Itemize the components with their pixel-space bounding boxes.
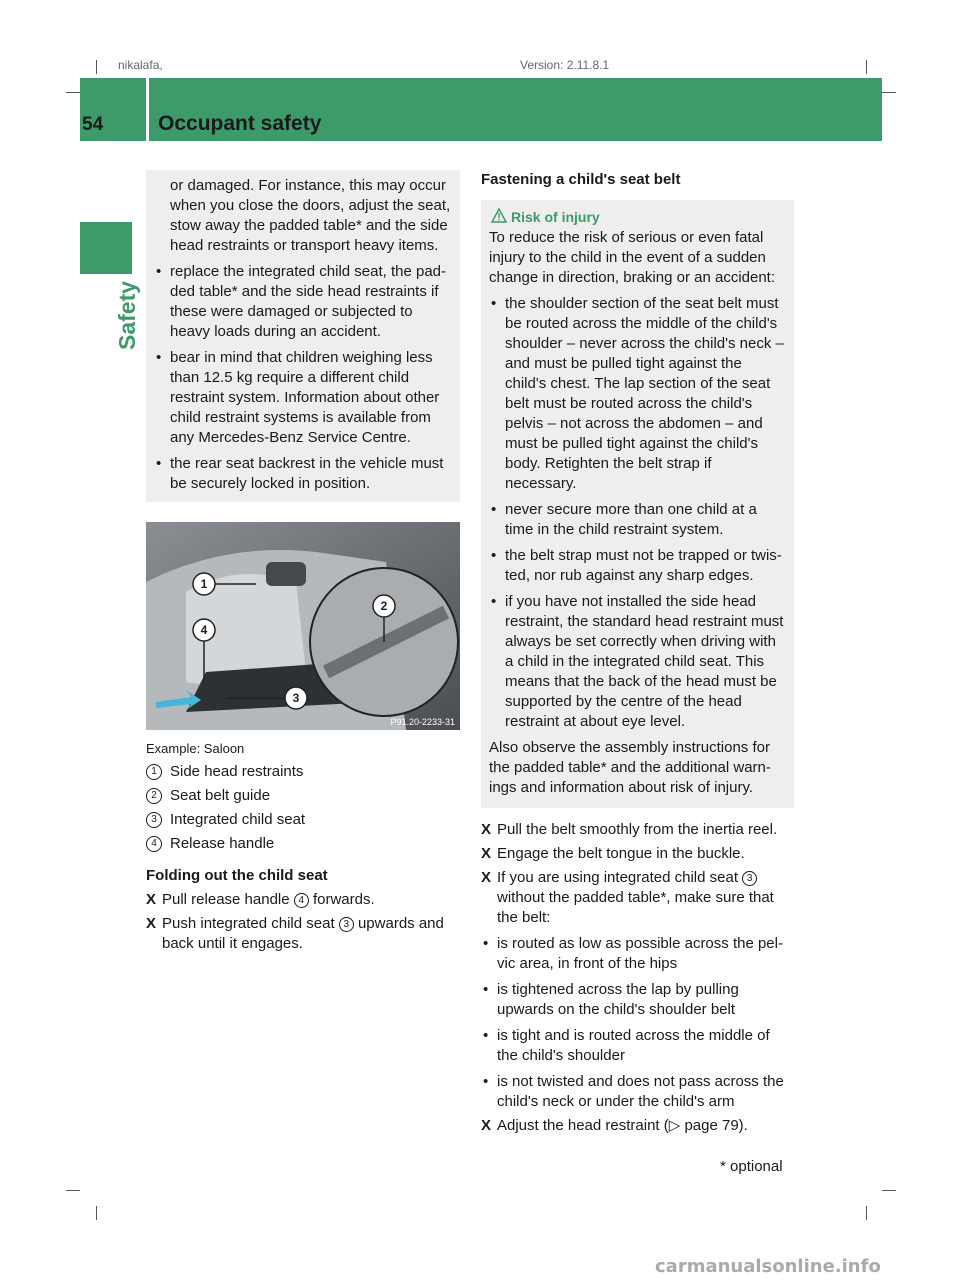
legend-label: Side head restraints (170, 763, 304, 780)
step-arrow-icon: X (146, 915, 157, 932)
page-number: 54 (82, 114, 104, 135)
callout-1: 1 (200, 577, 208, 591)
instruction-step (481, 844, 794, 864)
left-column (146, 170, 460, 954)
crop-mark (66, 92, 80, 93)
callout-3: 3 (292, 691, 300, 705)
step-text: upwards and back until it engages. (162, 915, 444, 952)
step-text: Pull the belt smoothly from the inertia reel. (497, 821, 778, 838)
header-divider (146, 78, 149, 141)
list-item: • if you have not installed the side head restraint, the standard head restraint must always be set correctly when driving with a child in the integrated child seat. This means that the back of the head must be supported by the centre of the head restraint at about eye level. (489, 592, 786, 732)
callout-4: 4 (200, 623, 208, 637)
step-arrow-icon: X (481, 869, 492, 886)
warning-triangle-icon (491, 208, 507, 224)
step-arrow-icon: X (481, 845, 492, 862)
legend-item (146, 762, 460, 782)
child-seat-illustration (146, 522, 460, 730)
print-meta-right: Version: 2.11.8.1 (520, 58, 610, 72)
list-item: • the belt strap must not be trapped or twis-ted, nor rub against any sharp edges. (489, 546, 786, 586)
instruction-step (481, 1116, 794, 1136)
callout-number: 3 (146, 812, 162, 828)
warning-continuation-box (146, 170, 460, 502)
legend-item (146, 810, 460, 830)
list-item: • is tightened across the lap by pulling upwards on the child's shoulder belt (481, 980, 794, 1020)
continuation-text: or damaged. For instance, this may occur when you close the doors, adjust the seat, stow away the padded table* and the side head restraints or transport heavy items. (170, 177, 451, 254)
instruction-step (146, 914, 460, 954)
crop-mark (882, 92, 896, 93)
step-text: Engage the belt tongue in the buckle. (497, 845, 745, 862)
crop-mark (66, 1190, 80, 1191)
crop-mark (96, 60, 97, 74)
step-text: Pull release handle (162, 891, 290, 908)
step-arrow-icon: X (146, 891, 157, 908)
side-tab-label: Safety (114, 280, 140, 350)
right-column (481, 170, 794, 1136)
folding-heading: Folding out the child seat (146, 867, 328, 884)
legend-label: Integrated child seat (170, 811, 306, 828)
list-item: • bear in mind that children weighing less than 12.5 kg require a different child restraint system. Information about other child restraint systems is available from any Mercedes-Benz Service Centre. (154, 348, 452, 448)
list-item: • the shoulder section of the seat belt must be routed across the middle of the child's shoulder – never across the child's neck – and must be pulled tight against the child's chest. The lap section of the seat belt must be routed across the child's pelvis – not across the abdomen – and must be pulled tight against the child's body. Retighten the belt strap if necessary. (489, 294, 786, 494)
warning-title-text: Risk of injury (511, 209, 600, 225)
legend-item (146, 834, 460, 854)
crop-mark (96, 1206, 97, 1220)
warning-outro: Also observe the assembly instructions for the padded table* and the additional warn-ings and information about risk of injury. (489, 739, 771, 796)
list-item: • is not twisted and does not pass across the child's neck or under the child's arm (481, 1072, 794, 1112)
list-item: • is tight and is routed across the middle of the child's shoulder (481, 1026, 794, 1066)
callout-number: 3 (339, 917, 354, 932)
step-arrow-icon: X (481, 1117, 492, 1134)
warning-box (481, 200, 794, 808)
list-item: • never secure more than one child at a time in the child restraint system. (489, 500, 786, 540)
print-meta-left: nikalafa, (118, 58, 163, 72)
step-arrow-icon: X (481, 821, 492, 838)
callout-number: 4 (294, 893, 309, 908)
step-text: without the padded table*, make sure that the belt: (497, 889, 774, 926)
image-code: P91.20-2233-31 (390, 717, 455, 727)
step-text: Push integrated child seat (162, 915, 335, 932)
instruction-step (481, 820, 794, 840)
step-text: forwards. (312, 891, 375, 908)
step-text: If you are using integrated child seat (497, 869, 738, 886)
callout-number: 2 (146, 788, 162, 804)
list-item: • is routed as low as possible across the pel-vic area, in front of the hips (481, 934, 794, 974)
fastening-heading: Fastening a child's seat belt (481, 171, 681, 188)
footnote: * optional (720, 1158, 783, 1175)
image-caption: Example: Saloon (146, 741, 245, 756)
watermark: carmanualsonline.info (655, 1256, 881, 1277)
list-item: • replace the integrated child seat, the pad-ded table* and the side head restraints if these were damaged or subjected to heavy loads during an accident. (154, 262, 452, 342)
list-item: • the rear seat backrest in the vehicle must be securely locked in position. (154, 454, 452, 494)
callout-2: 2 (380, 599, 388, 613)
legend-item (146, 786, 460, 806)
child-seat-photo (146, 522, 460, 730)
callout-number: 1 (146, 764, 162, 780)
crop-mark (866, 60, 867, 74)
warning-title (489, 208, 786, 226)
legend-label: Seat belt guide (170, 787, 271, 804)
instruction-step (146, 890, 460, 910)
warning-intro: To reduce the risk of serious or even fatal injury to the child in the event of a sudden change in direction, braking or an accident: (489, 229, 776, 286)
callout-number: 4 (146, 836, 162, 852)
fastening-steps (481, 820, 794, 1136)
page-reference-link[interactable]: Adjust the head restraint (▷ page 79). (497, 1117, 748, 1134)
legend-label: Release handle (170, 835, 275, 852)
crop-mark (866, 1206, 867, 1220)
callout-number: 3 (742, 871, 757, 886)
crop-mark (882, 1190, 896, 1191)
section-title: Occupant safety (158, 112, 322, 135)
side-tab-marker (80, 222, 132, 274)
instruction-step (481, 868, 794, 928)
